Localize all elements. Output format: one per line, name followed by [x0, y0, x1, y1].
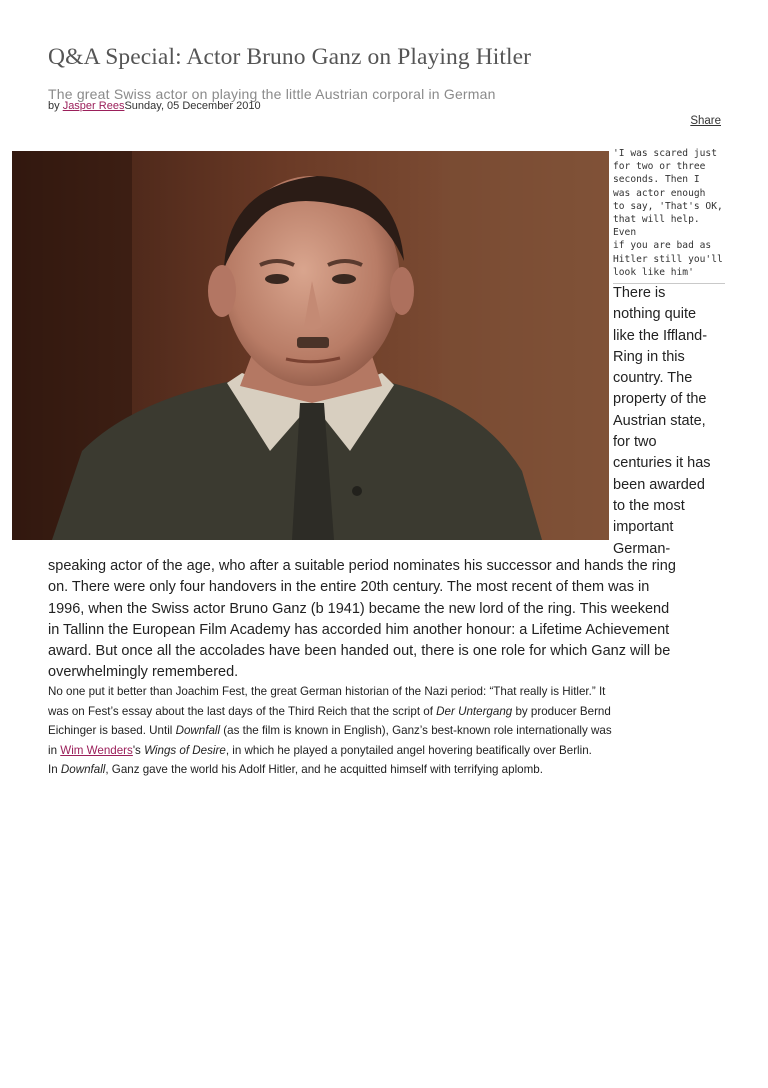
text-run: was on Fest’s essay about the last days of the Third Reich that the script of: [48, 704, 437, 718]
pull-quote-line: for two or three: [613, 161, 706, 173]
text-line: property of the: [613, 391, 707, 408]
portrait-illustration: [12, 151, 609, 540]
text-line: been awarded: [613, 476, 705, 493]
paragraph-1-wide: [48, 556, 728, 684]
text-line: for two: [613, 434, 657, 451]
text-line: in Tallinn the European Film Academy has accorded him another honour: a Lifetime Achievement: [48, 621, 670, 638]
article-title: Q&A Special: Actor Bruno Ganz on Playing Hitler: [48, 44, 532, 70]
film-title: Downfall: [60, 763, 106, 777]
pull-quote-line: 'I was scared just: [613, 148, 717, 159]
text-run: In: [48, 763, 61, 777]
article-photo: [12, 151, 609, 540]
paragraph-2: [48, 682, 738, 780]
film-title: Der Untergang: [436, 704, 513, 718]
text-run: 's: [132, 743, 145, 757]
text-line: Ring in this: [613, 348, 685, 365]
publish-date: Sunday, 05 December 2010: [124, 100, 261, 112]
pull-quote-line: to say, 'That's OK,: [613, 200, 723, 212]
text-line: centuries it has: [613, 455, 711, 472]
text-line: 1996, when the Swiss actor Bruno Ganz (b 1941) became the new lord of the ring. This weekend: [48, 600, 670, 617]
pull-quote: [613, 147, 725, 284]
text-run: Eichinger is based. Until: [48, 724, 176, 738]
text-line: There is: [613, 285, 666, 301]
text-line: overwhelmingly remembered.: [48, 664, 239, 681]
film-title: Wings of Desire: [144, 743, 226, 757]
pull-quote-line: seconds. Then I: [613, 174, 700, 186]
text-run: in: [48, 743, 61, 757]
share-link[interactable]: Share: [690, 115, 721, 127]
text-line: like the Iffland-: [613, 327, 708, 344]
text-run: , Ganz gave the world his Adolf Hitler, and he acquitted himself with terrifying aplomb.: [105, 763, 543, 777]
wim-wenders-link[interactable]: Wim Wenders: [60, 743, 133, 757]
byline: [48, 100, 261, 112]
text-run: by producer Bernd: [512, 704, 611, 718]
author-link[interactable]: Jasper Rees: [62, 100, 125, 112]
pull-quote-line: if you are bad as: [613, 240, 712, 252]
text-line: award. But once all the accolades have been handed out, there is one role for which Ganz will be: [48, 643, 671, 660]
text-line: [48, 702, 738, 722]
text-line: country. The: [613, 370, 693, 387]
byline-prefix: by: [48, 100, 63, 112]
text-line: to the most: [613, 497, 685, 514]
text-line: [48, 741, 738, 761]
article-subtitle: The great Swiss actor on playing the little Austrian corporal in German: [48, 86, 496, 102]
text-line: Austrian state,: [613, 412, 706, 429]
paragraph-1-side-column: [613, 283, 723, 560]
pull-quote-line: that will help. Even: [613, 214, 700, 239]
pull-quote-line: was actor enough: [613, 187, 706, 199]
text-line: on. There were only four handovers in the entire 20th century. The most recent of them was in: [48, 579, 650, 596]
pull-quote-line: Hitler still you'll: [613, 253, 723, 265]
text-line: [48, 760, 738, 780]
film-title: Downfall: [175, 724, 221, 738]
text-line: important: [613, 519, 674, 536]
text-line: nothing quite: [613, 306, 697, 323]
text-run: (as the film is known in English), Ganz’s best-known role internationally was: [220, 724, 612, 738]
text-line: No one put it better than Joachim Fest, the great German historian of the Nazi period: “That really is Hitler.” It: [48, 685, 606, 698]
text-line: speaking actor of the age, who after a suitable period nominates his successor and hands the ring: [48, 558, 676, 574]
pull-quote-line: look like him': [613, 266, 694, 278]
text-run: , in which he played a ponytailed angel hovering beatifically over Berlin.: [225, 743, 592, 757]
text-line: German-: [613, 540, 671, 557]
text-line: [48, 721, 738, 741]
